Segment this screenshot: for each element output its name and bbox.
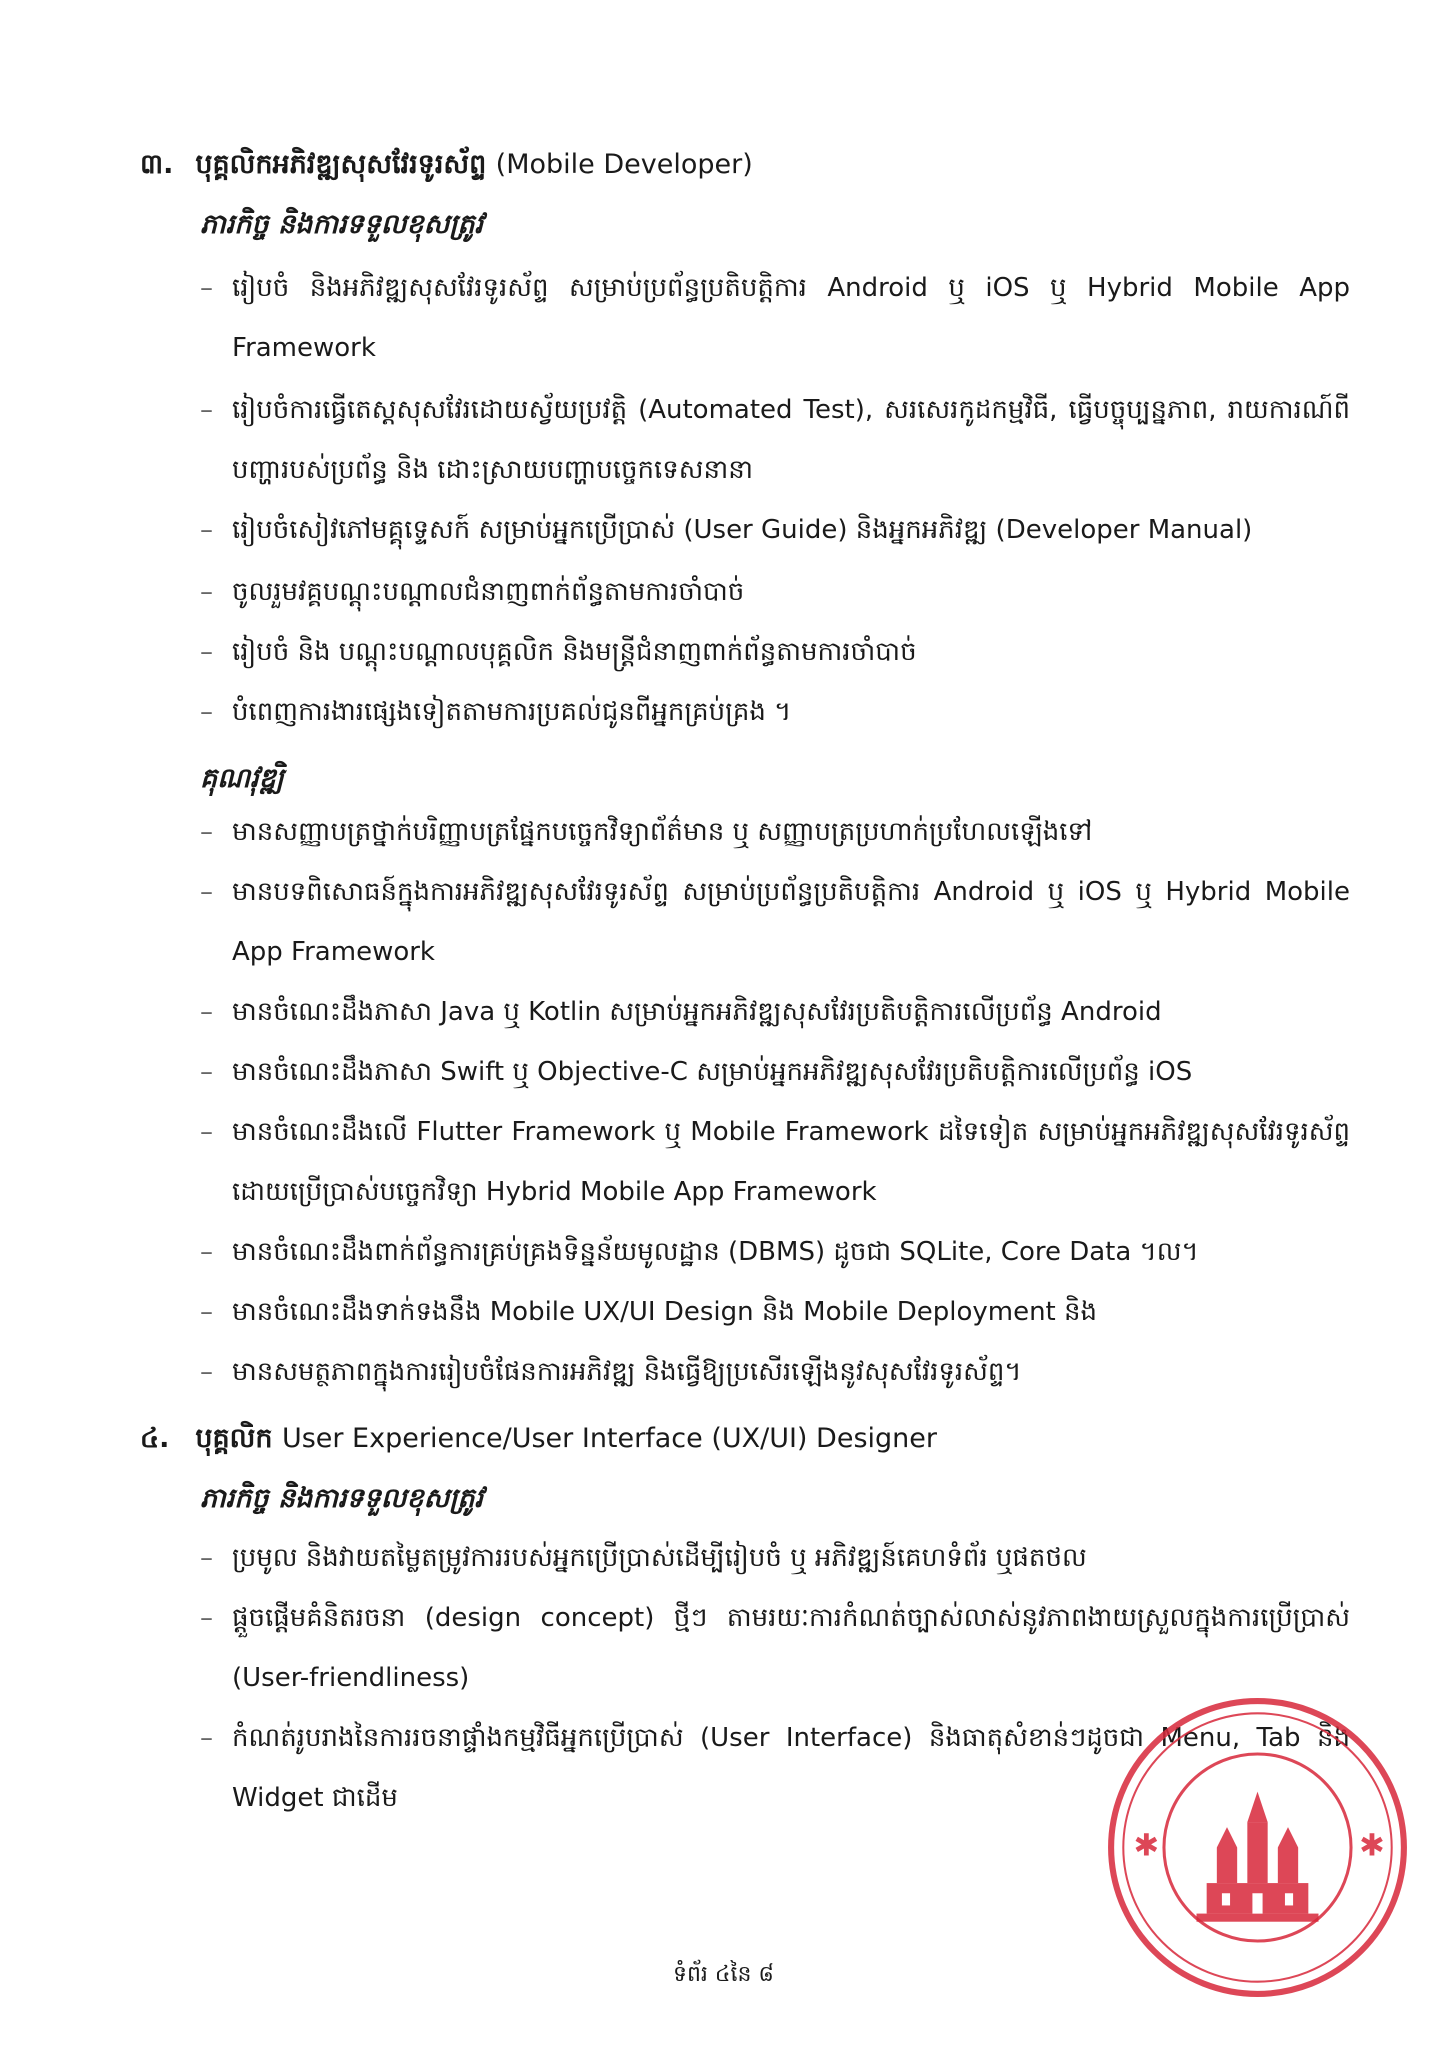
section-4-title-en: User Experience/User Interface (UX/UI) Designer xyxy=(281,1423,937,1454)
duty-text: បំពេញការងារផ្សេងទៀតតាមការប្រគល់ជូនពីអ្នកគ្រប់គ្រង ។ xyxy=(232,697,792,727)
qualification-text: មានចំណេះដឹងពាក់ព័ន្ធការគ្រប់គ្រងទិន្នន័យមូលដ្ឋាន (DBMS) ដូចជា SQLite, Core Data ។ល។ xyxy=(232,1237,1199,1267)
section-4-duties-heading: ភារកិច្ច និងការទទួលខុសត្រូវ xyxy=(200,1483,484,1514)
section-3-qualification-item xyxy=(200,982,1350,1042)
bullet-dash: – xyxy=(200,997,213,1027)
qualification-text: មានចំណេះដឹងភាសា Swift ឬ Objective-C សម្រាប់អ្នកអភិវឌ្ឍសុសវែរប្រតិបត្តិការលើប្រព័ន្ធ iOS xyxy=(232,1057,1193,1087)
section-3-duty-item xyxy=(200,682,1350,742)
bullet-dash: – xyxy=(200,395,213,425)
duty-text: រៀបចំសៀវភៅមគ្គុទ្ទេសក៍ សម្រាប់អ្នកប្រើប្រាស់ (User Guide) និងអ្នកអភិវឌ្ឍ (Developer Manual) xyxy=(232,515,1253,545)
svg-text:✱: ✱ xyxy=(1133,1828,1160,1864)
section-4-number: ៤. xyxy=(140,1423,170,1454)
qualification-text: មានចំណេះដឹងលើ Flutter Framework ឬ Mobile Framework ដទៃទៀត សម្រាប់អ្នកអភិវឌ្ឍសុសវែរទូរស័ព្ទដោយប្រើប្រាស់បច្ចេកវិទ្យា Hybrid Mobile App Framework xyxy=(232,1117,1350,1207)
duty-text: រៀបចំ និងអភិវឌ្ឍសុសវែរទូរស័ព្ទ សម្រាប់ប្រព័ន្ធប្រតិបត្តិការ Android ឬ iOS ឬ Hybrid Mobile App Framework xyxy=(232,273,1350,363)
bullet-dash: – xyxy=(200,515,213,545)
duty-text: ប្រមូល និងវាយតម្លៃតម្រូវការរបស់អ្នកប្រើប្រាស់ដើម្បីរៀបចំ ឬ អភិវឌ្ឍន៍គេហទំព័រ ឬផតថល xyxy=(232,1543,1087,1573)
page-number-footer: ទំព័រ ៤នៃ ៨ xyxy=(673,1962,774,1987)
bullet-dash: – xyxy=(200,1723,213,1753)
qualification-text: មានបទពិសោធន៍ក្នុងការអភិវឌ្ឍសុសវែរទូរស័ព្ទ សម្រាប់ប្រព័ន្ធប្រតិបត្តិការ Android ឬ iOS ឬ Hybrid Mobile App Framework xyxy=(232,877,1350,967)
qualification-text: មានសញ្ញាបត្រថ្នាក់បរិញ្ញាបត្រផ្នែកបច្ចេកវិទ្យាព័ត៌មាន ឬ សញ្ញាបត្រប្រហាក់ប្រហែលឡើងទៅ xyxy=(232,817,1093,847)
bullet-dash: – xyxy=(200,1297,213,1327)
qualification-text: មានសមត្ថភាពក្នុងការរៀបចំផែនការអភិវឌ្ឍ និងធ្វើឱ្យប្រសើរឡើងនូវសុសវែរទូរស័ព្ទ។ xyxy=(232,1357,1022,1387)
section-3-qualifications-heading: គុណវុឌ្ឍិ xyxy=(200,763,284,794)
duty-text: កំណត់រូបរាងនៃការរចនាផ្ទាំងកម្មវិធីអ្នកប្រើប្រាស់ (User Interface) និងធាតុសំខាន់ៗដូចជា Menu, Tab និង Widget ជាដើម xyxy=(232,1723,1350,1813)
bullet-dash: – xyxy=(200,877,213,907)
section-3-qualification-item xyxy=(200,802,1350,862)
section-4-duty-item xyxy=(200,1588,1350,1708)
qualification-text: មានចំណេះដឹងភាសា Java ឬ Kotlin សម្រាប់អ្នកអភិវឌ្ឍសុសវែរប្រតិបត្តិការលើប្រព័ន្ធ Android xyxy=(232,997,1162,1027)
duty-text: ផ្តួចផ្តើមគំនិតរចនា (design concept) ថ្មីៗ តាមរយៈការកំណត់ច្បាស់លាស់នូវភាពងាយស្រួលក្នុងការប្រើប្រាស់ (User-friendliness) xyxy=(232,1603,1350,1693)
section-3-qualification-item xyxy=(200,1102,1350,1222)
section-3-duty-item xyxy=(200,622,1350,682)
bullet-dash: – xyxy=(200,1603,213,1633)
section-3-qualification-item xyxy=(200,1042,1350,1102)
bullet-dash: – xyxy=(200,817,213,847)
bullet-dash: – xyxy=(200,697,213,727)
section-3-duty-item xyxy=(200,258,1350,378)
duty-text: រៀបចំការធ្វើតេស្តសុសវែរដោយស្វ័យប្រវត្តិ (Automated Test), សរសេរកូដកម្មវិធី, ធ្វើបច្ចុប្បន្នភាព, រាយការណ៍ពីបញ្ហារបស់ប្រព័ន្ធ និង ដោះស្រាយបញ្ហាបច្ចេកទេសនានា xyxy=(232,395,1350,485)
svg-text:✱: ✱ xyxy=(1359,1828,1385,1864)
section-4-duty-item xyxy=(200,1528,1350,1588)
section-3-title-en: (Mobile Developer) xyxy=(495,149,753,180)
official-seal-icon xyxy=(1105,1695,1410,2000)
bullet-dash: – xyxy=(200,273,213,303)
qualification-text: មានចំណេះដឹងទាក់ទងនឹង Mobile UX/UI Design និង Mobile Deployment និង xyxy=(232,1297,1098,1327)
section-3-duty-item xyxy=(200,500,1350,560)
section-3-qualification-item xyxy=(200,1342,1350,1402)
bullet-dash: – xyxy=(200,1117,213,1147)
section-4-heading xyxy=(140,1422,937,1461)
section-3-qualification-item xyxy=(200,862,1350,982)
bullet-dash: – xyxy=(200,1057,213,1087)
section-3-duty-item xyxy=(200,380,1350,500)
section-3-qualification-item xyxy=(200,1222,1350,1282)
section-3-number: ៣. xyxy=(140,149,174,180)
bullet-dash: – xyxy=(200,1237,213,1267)
section-3-duty-item xyxy=(200,562,1350,622)
section-4-title: បុគ្គលិក xyxy=(195,1423,273,1454)
section-3-duties-heading: ភារកិច្ច និងការទទួលខុសត្រូវ xyxy=(200,209,484,240)
bullet-dash: – xyxy=(200,1543,213,1573)
section-3-heading xyxy=(140,148,753,187)
duty-text: ចូលរួមវគ្គបណ្តុះបណ្តាលជំនាញពាក់ព័ន្ធតាមការចាំបាច់ xyxy=(232,577,745,607)
section-3-title: បុគ្គលិកអភិវឌ្ឍសុសវែរទូរស័ព្ទ xyxy=(195,149,487,180)
duty-text: រៀបចំ និង បណ្តុះបណ្តាលបុគ្គលិក និងមន្ត្រីជំនាញពាក់ព័ន្ធតាមការចាំបាច់ xyxy=(232,637,917,667)
bullet-dash: – xyxy=(200,1357,213,1387)
section-3-qualification-item xyxy=(200,1282,1350,1342)
bullet-dash: – xyxy=(200,637,213,667)
bullet-dash: – xyxy=(200,577,213,607)
